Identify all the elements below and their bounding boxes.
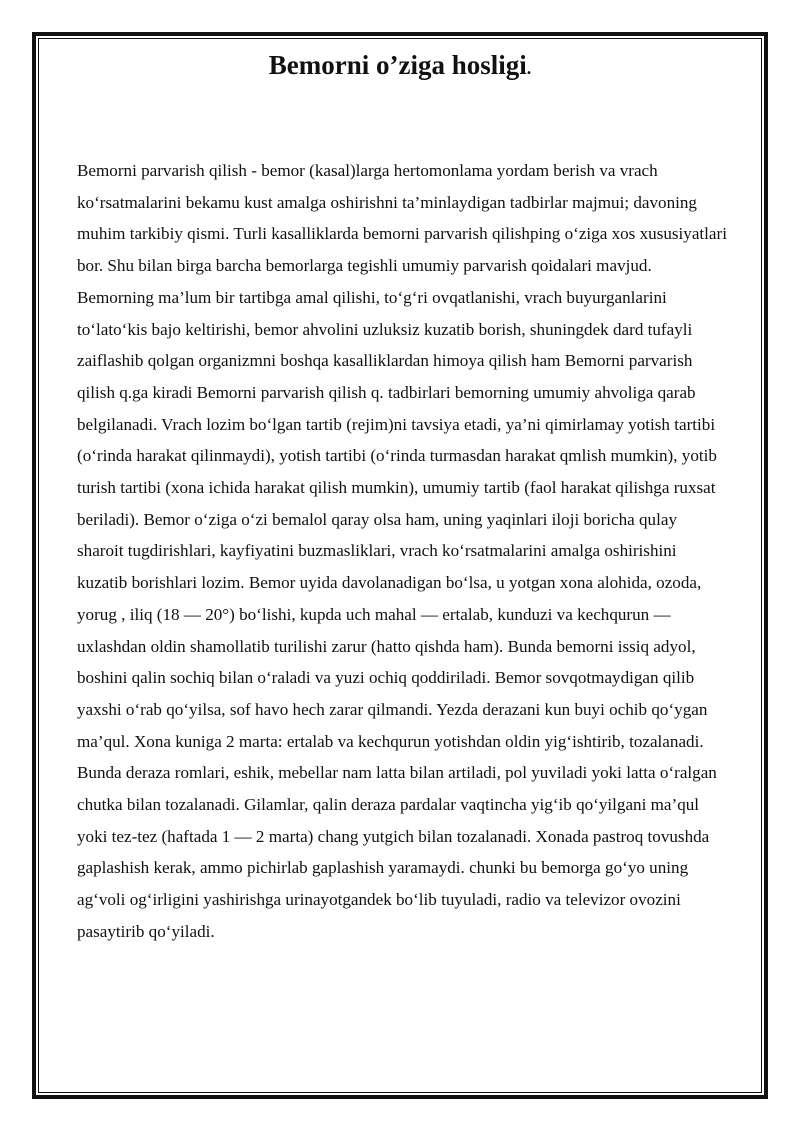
- document-title-suffix: .: [526, 58, 532, 78]
- document-title-text: Bemorni o’ziga hosligi: [268, 50, 527, 80]
- document-title: [0, 48, 800, 85]
- document-paragraph: Bemorni parvarish qilish - bemor (kasal)larga hertomonlama yordam berish va vrach ko‘rsatmalarini bekamu kust amalga oshirishni ta’minlaydigan tadbirlar majmui; davoning muhim tarkibiy qismi. Turli kasalliklarda bemorni parvarish qilishping o‘ziga xos xususiyatlari bor. Shu bilan birga barcha bemorlarga tegishli umumiy parvarish qoidalari mavjud. Bemorning ma’lum bir tartibga amal qilishi, to‘g‘ri ovqatlanishi, vrach buyurganlarini to‘lato‘kis bajo keltirishi, bemor ahvolini uzluksiz kuzatib borish, shuningdek dard tufayli zaiflashib qolgan organizmni boshqa kasalliklardan himoya qilish ham Bemorni parvarish qilish q.ga kiradi Bemorni parvarish qilish q. tadbirlari bemorning umumiy ahvoliga qarab belgilanadi. Vrach lozim bo‘lgan tartib (rejim)ni tavsiya etadi, ya’ni qimirlamay yotish tartibi (o‘rinda harakat qilinmaydi), yotish tartibi (o‘rinda turmasdan harakat qmlish mumkin), yotib turish tartibi (xona ichida harakat qilish mumkin), umumiy tartib (faol harakat qilishga ruxsat beriladi). Bemor o‘ziga o‘zi bemalol qaray olsa ham, uning yaqinlari iloji boricha qulay sharoit tugdirishlari, kayfiyatini buzmasliklari, vrach ko‘rsatmalarini amalga oshirishini kuzatib borishlari lozim. Bemor uyida davolanadigan bo‘lsa, u yotgan xona alohida, ozoda, yorug , iliq (18 — 20°) bo‘lishi, kupda uch mahal — ertalab, kunduzi va kechqurun — uxlashdan oldin shamollatib turilishi zarur (hatto qishda ham). Bunda bemorni issiq adyol, boshini qalin sochiq bilan o‘raladi va yuzi ochiq qoddiriladi. Bemor sovqotmaydigan qilib yaxshi o‘rab qo‘yilsa, sof havo hech zarar qilmandi. Yezda derazani kun buyi ochib qo‘ygan ma’qul. Xona kuniga 2 marta: ertalab va kechqurun yotishdan oldin yig‘ishtirib, tozalanadi. Bunda deraza romlari, eshik, mebellar nam latta bilan artiladi, pol yuviladi yoki latta o‘ralgan chutka bilan tozalanadi. Gilamlar, qalin deraza pardalar vaqtincha yig‘ib qo‘yilgani ma’qul yoki tez-tez (haftada 1 — 2 marta) chang yutgich bilan tozalanadi. Xonada pastroq tovushda gaplashish kerak, ammo pichirlab gaplashish yaramaydi. chunki bu bemorga go‘yo uning ag‘voli og‘irligini yashirishga urinayotgandek bo‘lib tuyuladi, radio va televizor ovozini pasaytirib qo‘yiladi.: [77, 161, 727, 941]
